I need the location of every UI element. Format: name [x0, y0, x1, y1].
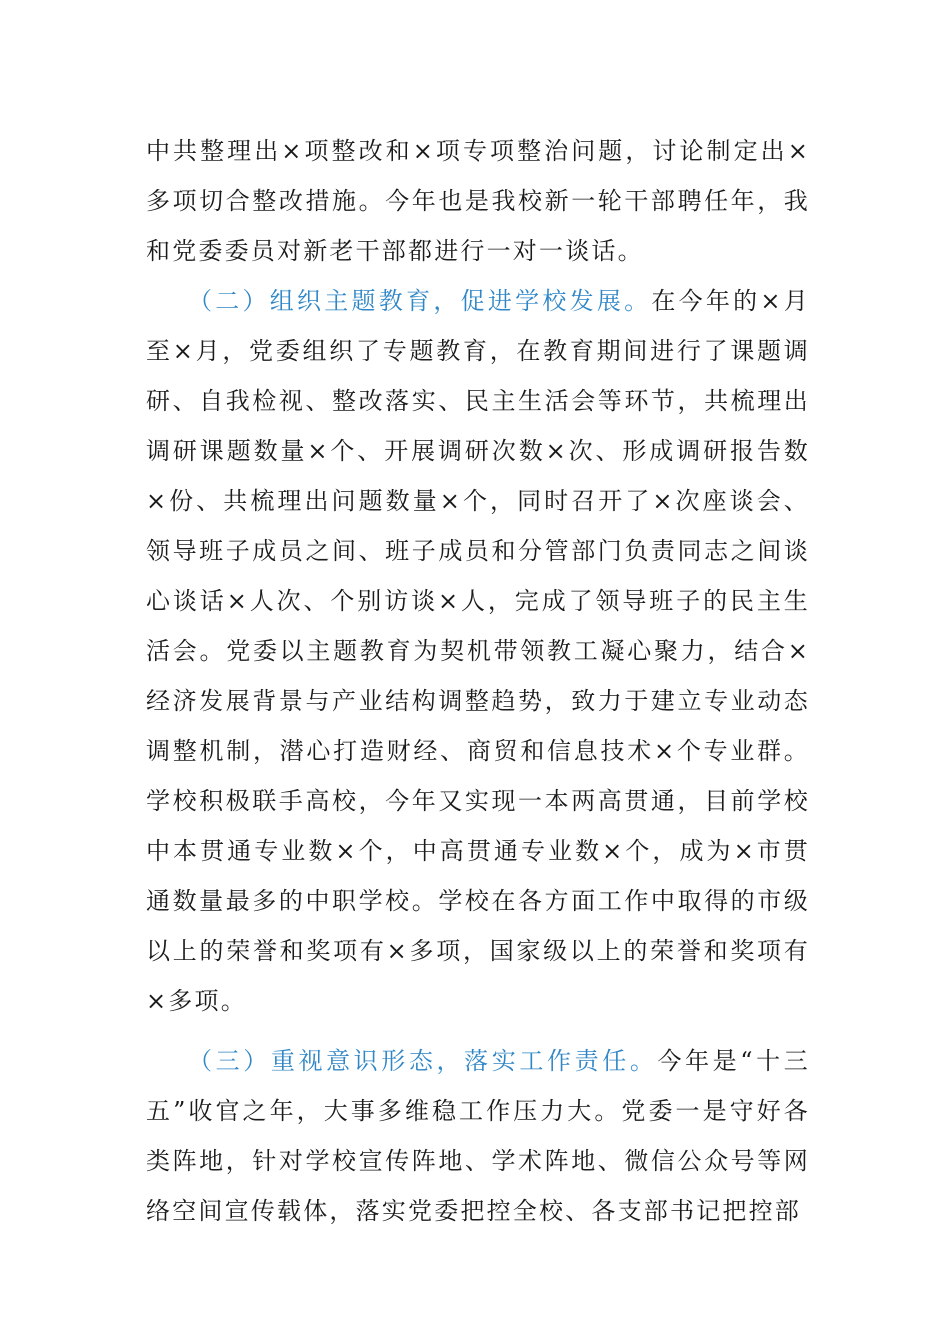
paragraph-2	[146, 276, 810, 1026]
section-heading-2: （二）组织主题教育，促进学校发展。	[188, 287, 652, 315]
paragraph-1	[146, 126, 810, 276]
section-heading-3: （三）重视意识形态，落实工作责任。	[188, 1047, 658, 1075]
paragraph-3-text: 今年是“十三五”收官之年，大事多维稳工作压力大。党委一是守好各类阵地，针对学校宣传阵地、学术阵地、微信公众号等网络空间宣传载体，落实党委把控全校、各支部书记把控部	[146, 1047, 810, 1225]
document-body	[146, 126, 810, 1236]
paragraph-2-text: 在今年的×月至×月，党委组织了专题教育，在教育期间进行了课题调研、自我检视、整改落实、民主生活会等环节，共梳理出调研课题数量×个、开展调研次数×次、形成调研报告数×份、共梳理出问题数量×个，同时召开了×次座谈会、领导班子成员之间、班子成员和分管部门负责同志之间谈心谈话×人次、个别访谈×人，完成了领导班子的民主生活会。党委以主题教育为契机带领教工凝心聚力，结合×经济发展背景与产业结构调整趋势，致力于建立专业动态调整机制，潜心打造财经、商贸和信息技术×个专业群。学校积极联手高校，今年又实现一本两高贯通，目前学校中本贯通专业数×个，中高贯通专业数×个，成为×市贯通数量最多的中职学校。学校在各方面工作中取得的市级以上的荣誉和奖项有×多项，国家级以上的荣誉和奖项有×多项。	[146, 287, 810, 1015]
paragraph-3	[146, 1036, 810, 1236]
paragraph-1-text: 中共整理出×项整改和×项专项整治问题，讨论制定出×多项切合整改措施。今年也是我校新一轮干部聘任年，我和党委委员对新老干部都进行一对一谈话。	[146, 137, 810, 265]
